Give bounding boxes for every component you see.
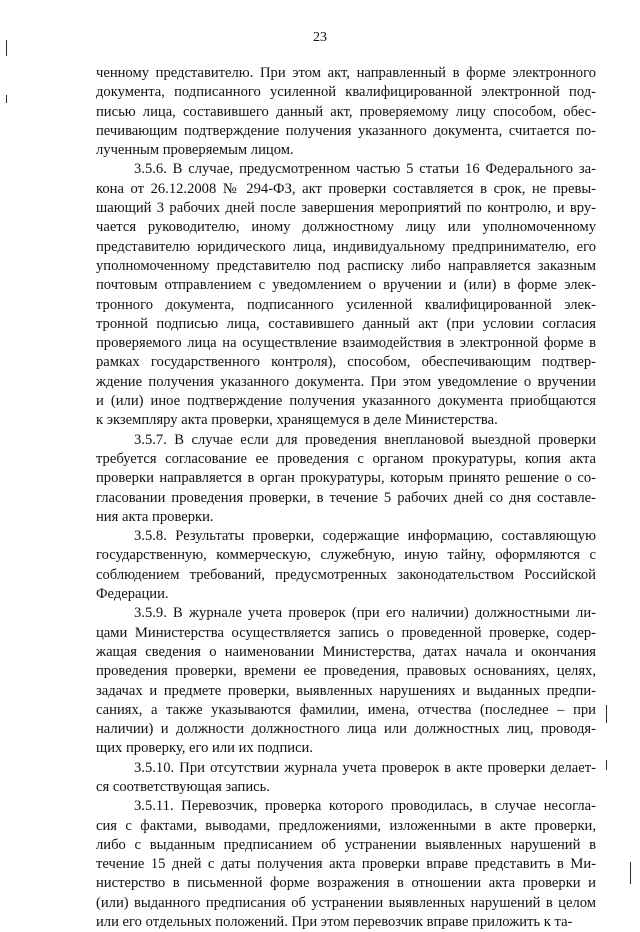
text-line: нистерство в письменной форме возражения в отношении акта проверки и: [96, 875, 596, 892]
text-line: 3.5.8. Результаты проверки, содержащие информацию, составляющую: [134, 528, 596, 545]
text-line: ся соответствующая запись.: [96, 778, 270, 795]
text-line: ждение получения указанного документа. При этом уведомление о вручении: [96, 373, 596, 390]
text-line: цами Министерства осуществляется запись о проведенной проверке, содер-: [96, 624, 596, 641]
text-line: сия с фактами, выводами, предложениями, изложенными в акте проверки,: [96, 817, 596, 834]
text-line: шающий 3 рабочих дней после завершения мероприятий по контролю, и вру-: [96, 200, 596, 217]
text-line: ния акта проверки.: [96, 508, 214, 525]
text-line: щих проверку, его или их подписи.: [96, 740, 314, 757]
text-line: 3.5.6. В случае, предусмотренном частью 5 статьи 16 Федерального за-: [134, 161, 596, 178]
text-line: к экземпляру акта проверки, хранящемуся в деле Министерства.: [96, 412, 498, 429]
text-line: соблюдением требований, предусмотренных законодательством Российской: [96, 566, 596, 583]
text-line: почтовым отправлением с уведомлением о вручении и (или) в форме элек-: [96, 277, 596, 294]
text-line: и (или) иное подтверждение получения указанного документа приобщаются: [96, 393, 596, 410]
text-line: или его отдельных положений. При этом перевозчик вправе приложить к та-: [96, 914, 573, 931]
text-line: проверяемого лица на осуществление взаимодействия в электронной форме в: [96, 335, 596, 352]
scan-artifact-mark: [630, 862, 631, 884]
text-line: саниях, а также указываются фамилии, имена, отчества (последнее – при: [96, 701, 596, 718]
scan-artifact-mark: [606, 705, 607, 723]
text-line: либо с выданным предписанием об устранении выявленных нарушений в: [96, 836, 596, 853]
text-line: задачах и предмете проверки, выявленных нарушениях и выданных предпи-: [96, 682, 596, 699]
text-line: печивающим подтверждение получения указанного документа, считается по-: [96, 122, 596, 139]
text-line: течение 15 дней с даты получения акта проверки вправе представить в Ми-: [96, 856, 596, 873]
text-line: жащая сведения о наименовании Министерства, датах начала и окончания: [96, 643, 596, 660]
text-line: представителю юридического лица, индивидуальному предпринимателю, его: [96, 238, 596, 255]
paragraph-p-3-5-11: [96, 797, 596, 932]
text-line: требуется согласование ее проведения с органом прокуратуры, копия акта: [96, 450, 596, 467]
text-line: 3.5.9. В журнале учета проверок (при его наличии) должностными ли-: [134, 605, 596, 622]
text-line: рамках государственного контроля), способом, обеспечивающим подтвер-: [96, 354, 596, 371]
text-line: проведения проверки, времени ее проведения, правовых основаниях, целях,: [96, 663, 596, 680]
text-line: тронной подписью лица, составившего данный акт (при условии согласия: [96, 315, 596, 332]
text-line: 3.5.10. При отсутствии журнала учета проверок в акте проверки делает-: [134, 759, 596, 776]
text-line: 3.5.7. В случае если для проведения внеплановой выездной проверки: [134, 431, 596, 448]
text-line: Федерации.: [96, 586, 169, 603]
paragraph-p-3-5-7: [96, 431, 596, 527]
paragraph-p1: [96, 64, 596, 160]
paragraph-p-3-5-9: [96, 604, 596, 758]
text-line: лученным проверяемым лицом.: [96, 142, 294, 159]
text-line: 3.5.11. Перевозчик, проверка которого проводилась, в случае несогла-: [134, 798, 596, 815]
paragraph-p-3-5-10: [96, 759, 596, 798]
page-number: 23: [313, 30, 327, 45]
text-line: писью лица, составившего данный акт, проверяемому лицу способом, обес-: [96, 103, 596, 120]
text-line: уполномоченному представителю под расписку либо направляется заказным: [96, 257, 596, 274]
text-line: тронного документа, подписанного усиленной квалифицированной элек-: [96, 296, 596, 313]
document-body: [96, 64, 596, 932]
text-line: ченному представителю. При этом акт, направленный в форме электронного: [96, 65, 596, 81]
text-line: проверки направляется в орган прокуратуры, которым принято решение о со-: [96, 470, 596, 487]
text-line: гласовании проведения проверки, в течение 5 рабочих дней со дня составле-: [96, 489, 596, 506]
text-line: (или) выданного предписания об устранении выявленных нарушений в целом: [96, 894, 596, 911]
text-line: кона от 26.12.2008 № 294-ФЗ, акт проверки составляется в срок, не превы-: [96, 180, 596, 197]
scan-artifact-mark: [6, 95, 7, 103]
text-line: документа, подписанного усиленной квалифицированной электронной под-: [96, 84, 596, 101]
text-line: чается руководителю, иному должностному лицу или уполномоченному: [96, 219, 596, 236]
paragraph-p-3-5-8: [96, 527, 596, 604]
scan-artifact-mark: [606, 760, 607, 770]
paragraph-p-3-5-6: [96, 160, 596, 430]
text-line: наличии) и должности должностного лица или должностных лиц, проводя-: [96, 721, 596, 738]
text-line: государственную, коммерческую, служебную, иную тайну, оформляются с: [96, 547, 596, 564]
